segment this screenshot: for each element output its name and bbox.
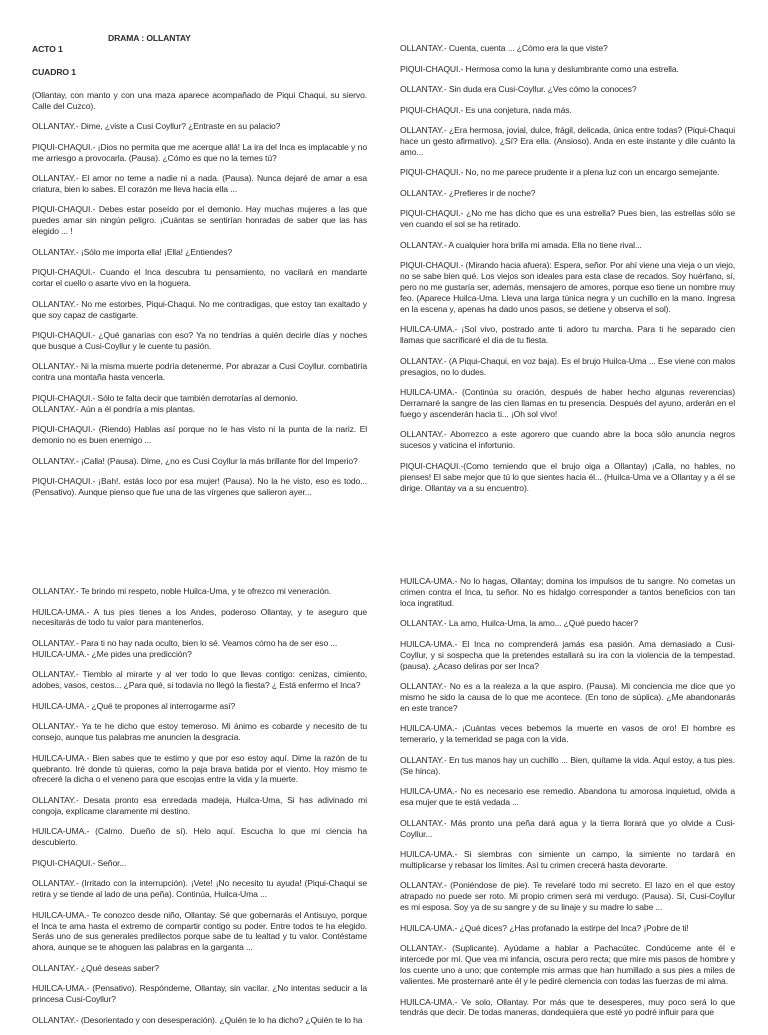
act-heading: ACTO 1	[32, 43, 63, 54]
dialogue-paragraph: OLLANTAY.- ¿Qué deseas saber?	[32, 962, 159, 973]
dialogue-paragraph: OLLANTAY.- Dime, ¿viste a Cusi Coyllur? ¿Entraste en su palacio?	[32, 121, 281, 132]
dialogue-paragraph: OLLANTAY.- (A Piqui-Chaqui, en voz baja). Es el brujo Huilca-Uma ... Ese viene con malos presagios, no lo dudes.	[400, 355, 735, 377]
dialogue-paragraph: PIQUI-CHAQUI.- ¿Qué ganarías con eso? Ya no tendrías a quién decirle días y noches que busque a Cusi-Coyllur y le cuente tu pasión.	[32, 330, 367, 351]
dialogue-paragraph: OLLANTAY.- Sin duda era Cusi-Coyllur. ¿Ves cómo la conoces?	[400, 84, 637, 94]
dialogue-paragraph: OLLANTAY.- El amor no teme a nadie ni a nada. (Pausa). Nunca dejaré de amar a esa criatura, bien lo sabes. El corazón me lleva hacia ella ...	[32, 173, 367, 194]
dialogue-paragraph: PIQUI-CHAQUI.- ¡Bah!. estás loco por esa mujer! (Pausa). No la he visto, eso es todo... (Pensativo). Aunque pienso que fue una de las vírgenes que salieron ayer...	[32, 476, 367, 498]
dialogue-paragraph: OLLANTAY.- Tiemblo al mirarte y al ver todo lo que llevas contigo: cenizas, cimiento, adobes, vasos, cestos... ¿Para qué, si todavía no llegó la fiesta? ¿ Está enfermo el Inca?	[32, 669, 367, 691]
dialogue-paragraph: OLLANTAY.- Aún a él pondría a mis plantas.	[32, 403, 196, 414]
dialogue-paragraph: OLLANTAY.- (Suplicante). Ayúdame a hablar a Pachacútec. Condúceme ante él e intercede por mí. Que vea mi infancia, oscura pero recta; que mire mis pasos de hombre y los cuente uno a uno; que contemple mis armas que han humillado a sus pies a miles de valientes. Me prosternaré ante él y le pediré clemencia con todas las fuerzas de mi alma.	[400, 943, 735, 986]
dialogue-paragraph: PIQUI-CHAQUI.- ¡Dios no permita que me acerque allá! La ira del Inca es implacable y no me arriesgo a provocarla. (Pausa). ¿Cómo es que no la temes tú?	[32, 141, 367, 163]
dialogue-paragraph: OLLANTAY.- (Desorientado y con desesperación). ¿Quién te lo ha dicho? ¿Quién te lo ha	[32, 1014, 363, 1025]
dialogue-paragraph: HUILCA-UMA.- (Calmo. Dueño de sí). Helo aquí. Escucha lo que mi ciencia ha descubierto.	[32, 826, 367, 848]
dialogue-paragraph: HUILCA-UMA.- Te conozco desde niño, Ollantay. Sé que gobernarás el Antisuyo, porque el Inca te ama hasta el extremo de compartir contigo su poder. Entre todos te ha elegido. Serás uno de sus generales predilectos porque sabe de tu lealtad y tu valor. Contéstame ahora, aunque se te ahoguen las palabras en la garganta ...	[32, 909, 367, 953]
dialogue-paragraph: OLLANTAY.- No me estorbes, Piqui-Chaqui. No me contradigas, que estoy tan exaltado y que soy capaz de castigarte.	[32, 298, 367, 320]
dialogue-paragraph: HUILCA-UMA.- Ve solo, Ollantay. Por más que te desesperes, muy poco será lo que tendrás que decir. De todas maneras, dondequiera que esté yo podré influir para que	[400, 996, 735, 1018]
dialogue-paragraph: HUILCA-UMA.- ¿Me pides una predicción?	[32, 648, 192, 659]
dialogue-paragraph: HUILCA-UMA.- A tus pies tienes a los Andes, poderoso Ollantay, y te aseguro que necesitarás de todo tu valor para mantenerlos.	[32, 606, 367, 628]
dialogue-paragraph: PIQUI-CHAQUI.- Señor...	[32, 857, 127, 868]
dialogue-paragraph: OLLANTAY.- Para ti no hay nada oculto, bien lo sé. Veamos cómo ha de ser eso ...	[32, 637, 338, 648]
top-left-paragraphs	[32, 90, 367, 498]
dialogue-paragraph: HUILCA-UMA.- No lo hagas, Ollantay; domina los impulsos de tu sangre. No cometas un crimen contra el Inca, tu señor. No es hidalgo corresponder a tantos beneficios con tan loca ingratitud.	[400, 576, 735, 608]
dialogue-paragraph: OLLANTAY.- La amo, Huilca-Uma, la amo... ¿Qué puedo hacer?	[400, 618, 639, 629]
dialogue-paragraph: PIQUI-CHAQUI.-(Como temiendo que el brujo oiga a Ollantay) ¡Calla, no hables, no pienses! El sabe mejor que tú lo que sientes hacia él... (Huilca-Uma ve a Ollantay y a él se dirige. Ollantay va a su encuentro).	[400, 460, 735, 493]
dialogue-paragraph: HUILCA-UMA.- No es necesario ese remedio. Abandona tu amorosa inquietud, olvida a esa mujer que te está vedada ...	[400, 786, 735, 808]
dialogue-paragraph: OLLANTAY.- ¿Era hermosa, jovial, dulce, frágil, delicada, única entre todas? (Piqui-Chaqui hace un gesto afirmativo). ¿Sí? Era ella. (Ansioso). Anda en este instante y dile cuánto la amo...	[400, 125, 735, 157]
dialogue-paragraph: OLLANTAY.- Cuenta, cuenta ... ¿Cómo era la que viste?	[400, 43, 608, 53]
column-bottom-left	[32, 586, 367, 1035]
dialogue-paragraph: OLLANTAY.- Desata pronto esa enredada madeja, Huilca-Uma, Si has adivinado mi congoja, explícame claramente mi destino.	[32, 794, 367, 816]
dialogue-paragraph: OLLANTAY.- En tus manos hay un cuchillo ... Bien, quítame la vida. Aquí estoy, a tus pies. (Se hinca).	[400, 754, 735, 776]
dialogue-paragraph: OLLANTAY.- Aborrezco a este agorero que cuando abre la boca sólo anuncia negros sucesos y vaticina el infortunio.	[400, 429, 735, 451]
dialogue-paragraph: PIQUI-CHAQUI.- Es una conjetura, nada más.	[400, 104, 572, 115]
dialogue-paragraph: HUILCA-UMA.- ¡Sol vivo, postrado ante ti adoro tu marcha. Para ti he separado cien llamas que sacrificaré el día de tu fiesta.	[400, 324, 735, 346]
dialogue-paragraph: HUILCA-UMA.- ¿Qué te propones al interrogarme así?	[32, 700, 236, 711]
dialogue-paragraph: OLLANTAY.- A cualquier hora brilla mi amada. Ella no tiene rival...	[400, 239, 642, 250]
dialogue-paragraph: PIQUI-CHAQUI.- Cuando el Inca descubra tu pensamiento, no vacilará en mandarte cortar el cuello o asarte vivo en la hoguera.	[32, 267, 367, 289]
column-bottom-right	[400, 576, 735, 1028]
dialogue-paragraph: OLLANTAY.- Más pronto una peña dará agua y la tierra llorará que yo olvide a Cusi-Coyllur...	[400, 817, 735, 839]
drama-title: DRAMA : OLLANTAY	[108, 33, 191, 43]
dialogue-paragraph: HUILCA-UMA.- ¿Qué dices? ¿Has profanado la estirpe del Inca? ¡Pobre de ti!	[400, 922, 689, 933]
dialogue-paragraph: OLLANTAY.- (Poniéndose de pie). Te revelaré todo mi secreto. El lazo en el que estoy atrapado no puede ser roto. Mi propio crimen será mi verdugo. (Pausa). Sí, Cusi-Coyllur es mi esposa. Soy ya de su sangre y de su linaje y su madre lo sabe ...	[400, 880, 735, 913]
bottom-right-paragraphs	[400, 576, 735, 1018]
dialogue-paragraph: HUILCA-UMA.- Si siembras con simiente un campo, la simiente no tardará en multiplicarse y rebasar los límites. Así tu crimen crecerá hasta devorarte.	[400, 849, 735, 870]
dialogue-paragraph: (Ollantay, con manto y con una maza aparece acompañado de Piqui Chaqui, su siervo. Calle del Cuzco).	[32, 89, 367, 111]
dialogue-paragraph: PIQUI-CHAQUI.- (Riendo) Hablas así porque no le has visto ni la punta de la nariz. El demonio no es buen enemigo ...	[32, 424, 367, 446]
column-top-left	[32, 33, 367, 508]
dialogue-paragraph: OLLANTAY.- No es a la realeza a la que aspiro. (Pausa). Mi conciencia me dice que yo mismo he sido la causa de lo que me acontece. (En tono de súplica). ¿Me abandonarás en este trance?	[400, 681, 735, 713]
dialogue-paragraph: OLLANTAY.- Te brindo mi respeto, noble Huilca-Uma, y te ofrezco mi veneración.	[32, 586, 332, 596]
dialogue-paragraph: OLLANTAY.- ¿Prefieres ir de noche?	[400, 187, 536, 198]
dialogue-paragraph: OLLANTAY.- Ya te he dicho que estoy temeroso. Mi ánimo es cobarde y necesito de tu consejo, aunque tus palabras me anuncien la desgracia.	[32, 721, 367, 743]
dialogue-paragraph: PIQUI-CHAQUI.- Sólo te falta decir que también derrotarías al demonio.	[32, 392, 298, 403]
dialogue-paragraph: PIQUI-CHAQUI.- Hermosa como la luna y deslumbrante como una estrella.	[400, 63, 679, 74]
dialogue-paragraph: OLLANTAY.- (Irritado con la interrupción). ¡Vete! ¡No necesito tu ayuda! (Piqui-Chaqui se retira y se tiende al lado de una peña). Continúa, Huilca-Uma ...	[32, 878, 367, 900]
dialogue-paragraph: OLLANTAY.- Ni la misma muerte podría detenerme. Por abrazar a Cusi Coyllur. combatiría contra una montaña hasta vencerla.	[32, 361, 367, 383]
dialogue-paragraph: PIQUI-CHAQUI.- ¿No me has dicho que es una estrella? Pues bien, las estrellas sólo se ven cuando el sol se ha retirado.	[400, 208, 735, 230]
dialogue-paragraph: HUILCA-UMA.- ¡Cuántas veces bebemos la muerte en vasos de oro! El hombre es temerario, y la temeridad se paga con la vida.	[400, 723, 735, 745]
dialogue-paragraph: PIQUI-CHAQUI.- Debes estar poseído por el demonio. Hay muchas mujeres a las que puedes amar sin ningún peligro. ¡Cuántas se sentirían honradas de saber que las has elegido ... !	[32, 204, 367, 237]
scene-heading: CUADRO 1	[32, 66, 76, 77]
bottom-left-paragraphs	[32, 586, 367, 1026]
dialogue-paragraph: OLLANTAY.- ¡Calla! (Pausa). Dime, ¿no es Cusi Coyllur la más brillante flor del Imperio?	[32, 455, 358, 466]
dialogue-paragraph: PIQUI-CHAQUI.- No, no me parece prudente ir a plena luz con un encargo semejante.	[400, 167, 720, 178]
dialogue-paragraph: HUILCA-UMA.- (Pensativo). Respóndeme, Ollantay, sin vacilar. ¿No intentas seducir a la princesa Cusi-Coyllur?	[32, 983, 367, 1005]
dialogue-paragraph: OLLANTAY.- ¡Sólo me importa ella! ¡Ella! ¿Entiendes?	[32, 246, 233, 257]
dialogue-paragraph: HUILCA-UMA.- Bien sabes que te estimo y que por eso estoy aquí. Dime la razón de tu quebranto. Iré donde tú quieras, como la paja brava batida por el viento. Hoy mismo te ofreceré la dicha o el veneno para que escojas entre la vida y la muerte.	[32, 752, 367, 785]
dialogue-paragraph: HUILCA-UMA.- El Inca no comprenderá jamás esa pasión. Ama demasiado a Cusi-Coyllur, y si sospecha que la pretendes estallará su ira con la violencia de la tempestad. (pausa). ¿Acaso deliras por ser Inca?	[400, 638, 735, 671]
column-top-right	[400, 43, 735, 503]
dialogue-paragraph: PIQUI-CHAQUI.- (Mirando hacia afuera): Espera, señor. Por ahí viene una vieja o un viejo, no se sabe bien qué. Los viejos son ideales para esta clase de recados. Soy huérfano, sí, pero no me gustaría ser, además, mensajero de amores, porque eso tiene un nombre muy feo. (Aparece Huilca-Uma. Lleva una larga túnica negra y un cuchillo en la mano. Ingresa en la escena y, apenas ha dado unos pasos, se detiene y observa el sol).	[400, 260, 735, 314]
top-right-paragraphs	[400, 43, 735, 494]
dialogue-paragraph: HUILCA-UMA.- (Continúa su oración, después de haber hecho algunas reverencias) Derramaré la sangre de las cien llamas en tu presencia. Después del ayuno, arderán en el fuego y ascenderán hacia ti... ¡Oh sol vivo!	[400, 387, 735, 419]
